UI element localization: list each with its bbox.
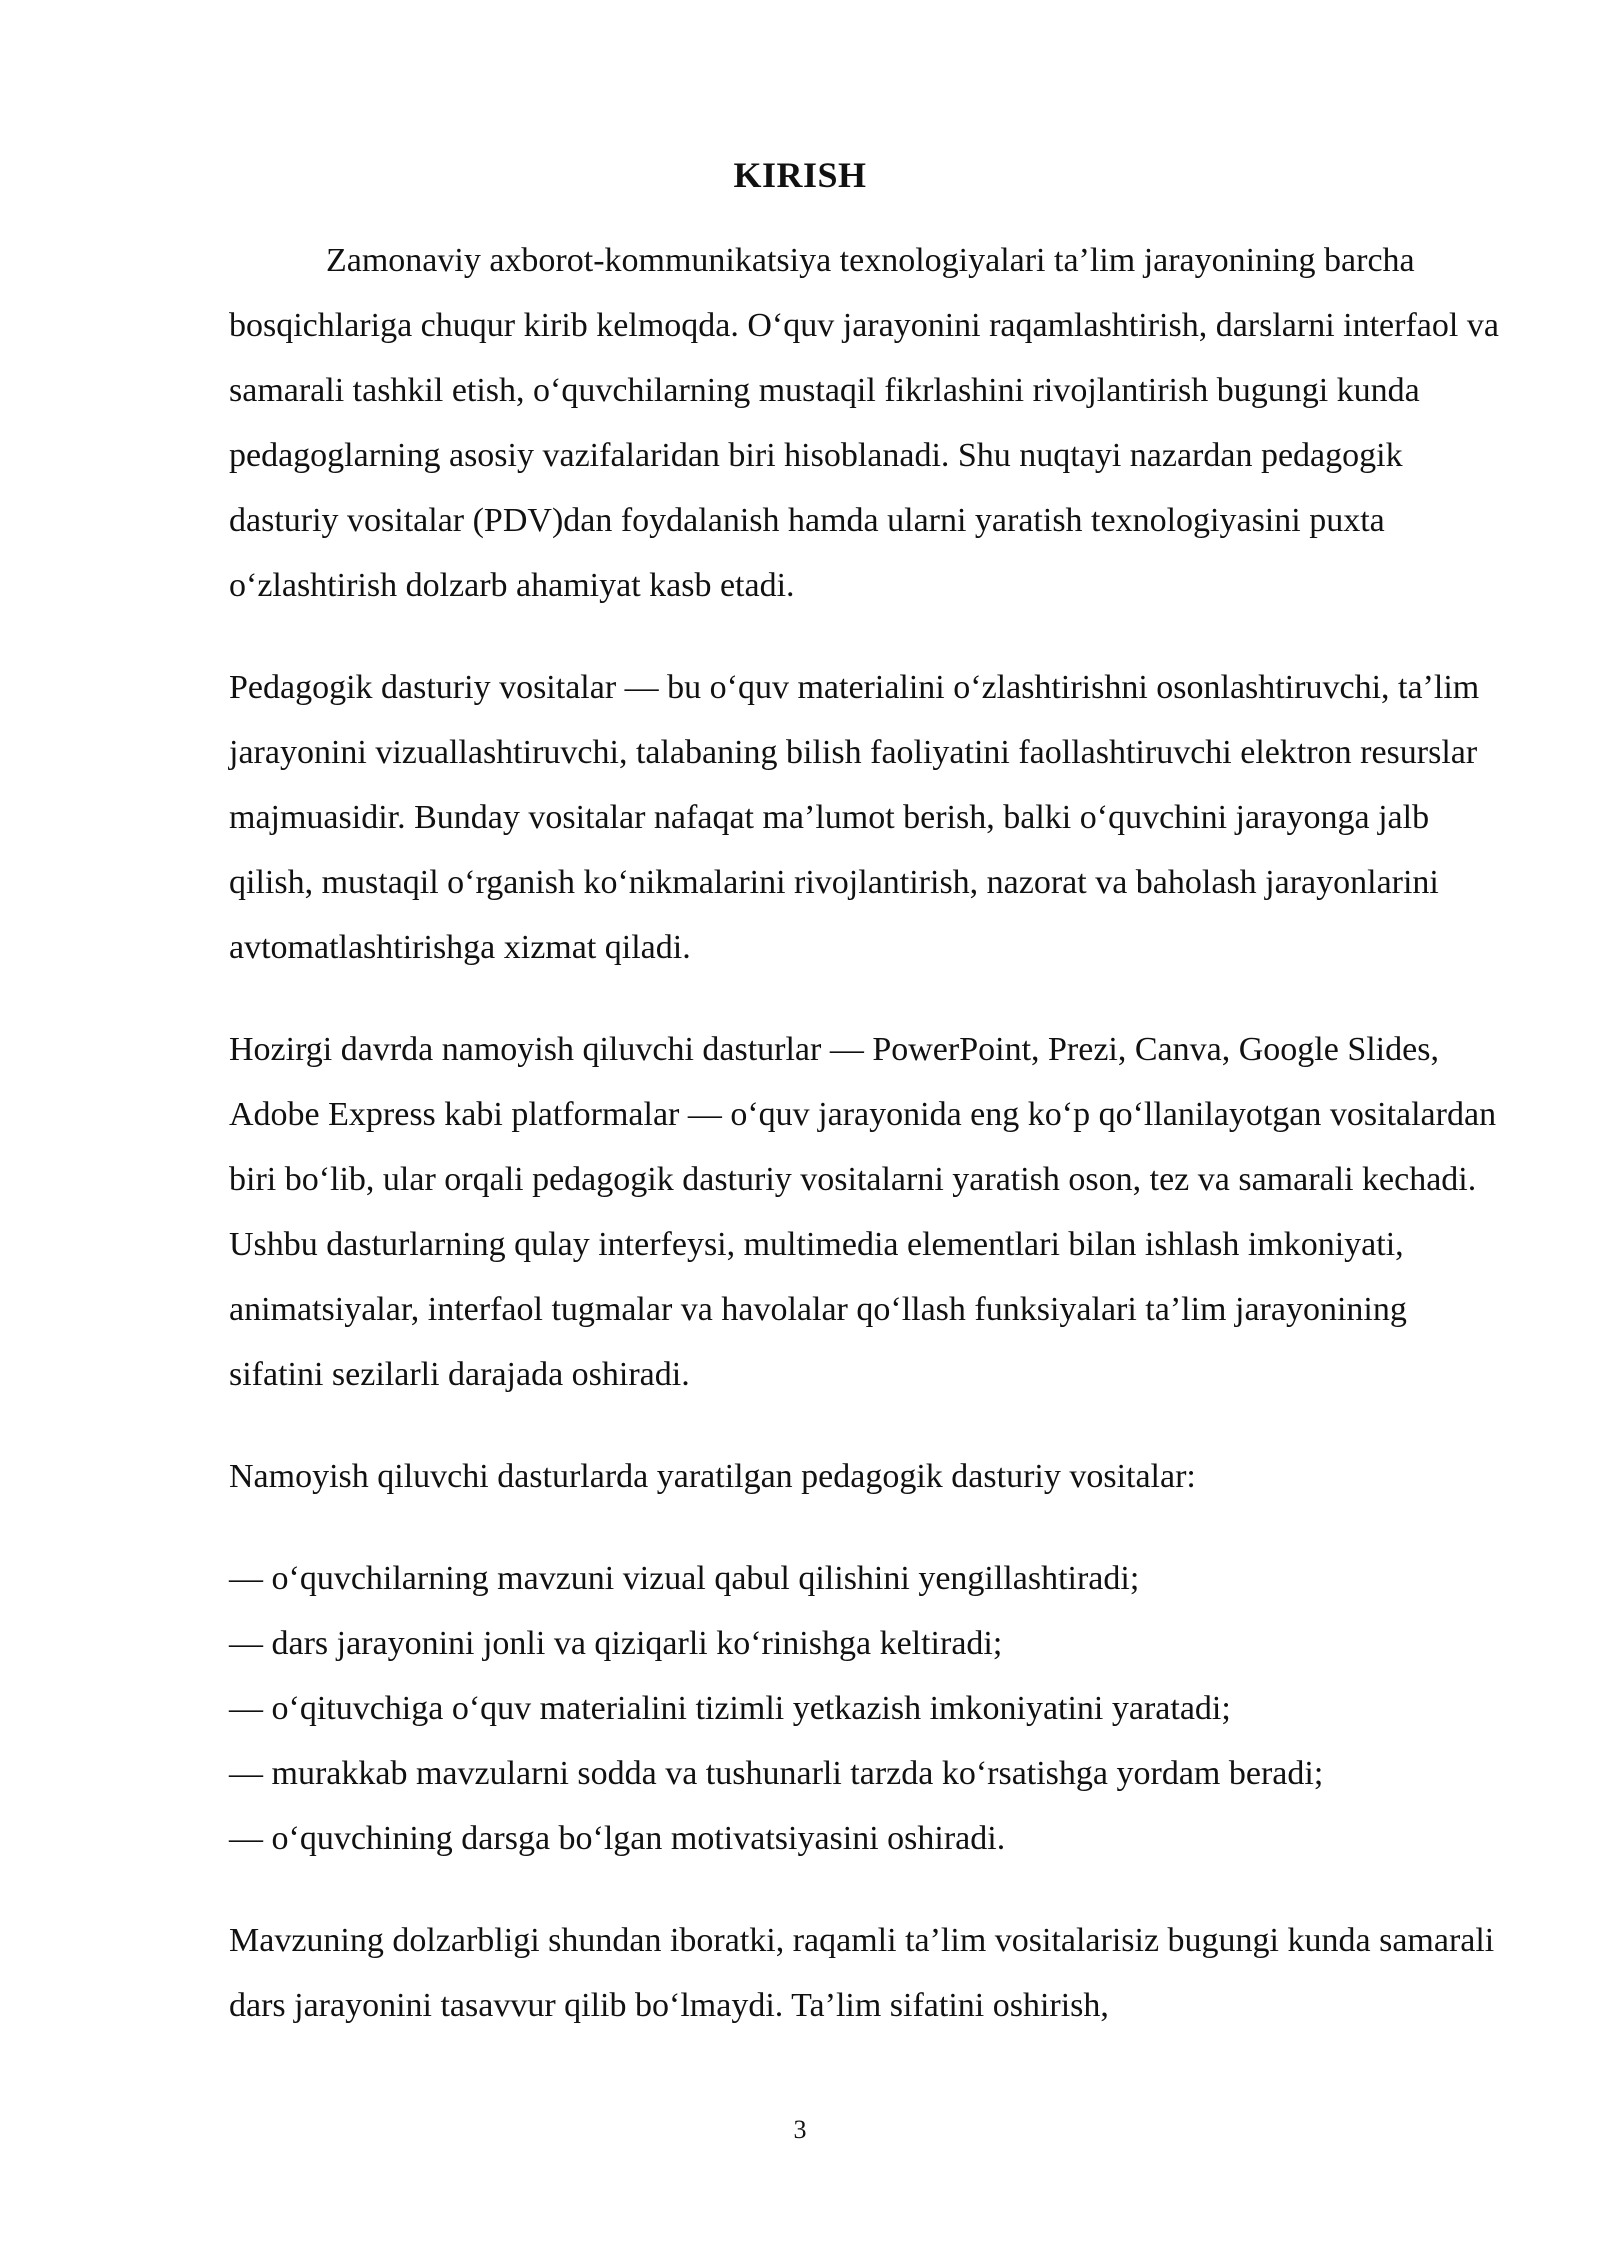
benefits-list [229, 1546, 1499, 1871]
paragraph-relevance: Mavzuning dolzarbligi shundan iboratki, raqamli ta’lim vositalarisiz bugungi kunda samarali dars jarayonini tasavvur qilib bo‘lmaydi. Ta’lim sifatini oshirish, [229, 1922, 1495, 2024]
list-item: — o‘quvchilarning mavzuni vizual qabul qilishini yengillashtiradi; [229, 1560, 1140, 1597]
list-item: — o‘qituvchiga o‘quv materialini tizimli yetkazish imkoniyatini yaratadi; [229, 1690, 1231, 1727]
paragraph-presentation-software: Hozirgi davrda namoyish qiluvchi dasturlar — PowerPoint, Prezi, Canva, Google Slides, Adobe Express kabi platformalar — o‘quv jarayonida eng ko‘p qo‘llanilayotgan vositalardan biri bo‘lib, ular orqali pedagogik dasturiy vositalarni yaratish oson, tez va samarali kechadi. Ushbu dasturlarning qulay interfeysi, multimedia elementlari bilan ishlash imkoniyati, animatsiyalar, interfaol tugmalar va havolalar qo‘llash funksiyalari ta’lim jarayonining sifatini sezilarli darajada oshiradi. [229, 1031, 1497, 1393]
page-content [229, 228, 1499, 2038]
list-item: — murakkab mavzularni sodda va tushunarli tarzda ko‘rsatishga yordam beradi; [229, 1755, 1324, 1792]
section-title: KIRISH [733, 155, 867, 195]
list-item: — dars jarayonini jonli va qiziqarli ko‘rinishga keltiradi; [229, 1625, 1003, 1662]
paragraph-intro: Zamonaviy axborot-kommunikatsiya texnologiyalari ta’lim jarayonining barcha bosqichlariga chuqur kirib kelmoqda. O‘quv jarayonini raqamlashtirish, darslarni interfaol va samarali tashkil etish, o‘quvchilarning mustaqil fikrlashini rivojlantirish bugungi kunda pedagoglarning asosiy vazifalaridan biri hisoblanadi. Shu nuqtayi nazardan pedagogik dasturiy vositalar (PDV)dan foydalanish hamda ularni yaratish texnologiyasini puxta o‘zlashtirish dolzarb ahamiyat kasb etadi. [229, 242, 1499, 604]
paragraph-definition: Pedagogik dasturiy vositalar — bu o‘quv materialini o‘zlashtirishni osonlashtiruvchi, ta’lim jarayonini vizuallashtiruvchi, talabaning bilish faoliyatini faollashtiruvchi elektron resurslar majmuasidir. Bunday vositalar nafaqat ma’lumot berish, balki o‘quvchini jarayonga jalb qilish, mustaqil o‘rganish ko‘nikmalarini rivojlantirish, nazorat va baholash jarayonlarini avtomatlashtirishga xizmat qiladi. [229, 669, 1480, 966]
page-number: 3 [793, 2115, 807, 2144]
paragraph-list-intro: Namoyish qiluvchi dasturlarda yaratilgan pedagogik dasturiy vositalar: [229, 1458, 1196, 1495]
list-item: — o‘quvchining darsga bo‘lgan motivatsiyasini oshiradi. [229, 1820, 1006, 1857]
